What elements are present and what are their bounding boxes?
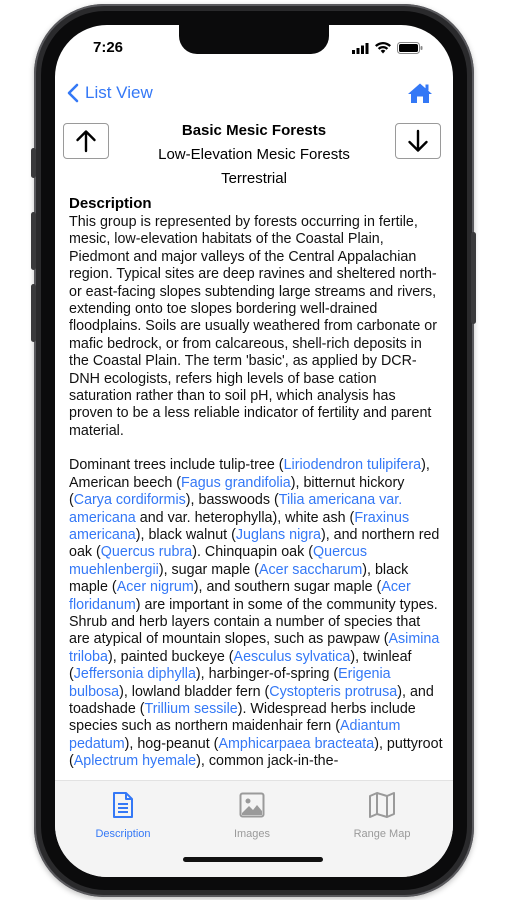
species-link[interactable]: Tilia americana var. americana xyxy=(69,492,403,526)
notch xyxy=(179,25,329,54)
text-run: ) are important in some of the community types. Shrub and herb layers contain a number of species that are atypical of mountain slopes, such as pawpaw ( xyxy=(69,596,438,648)
tab-range-map[interactable] xyxy=(327,791,437,840)
page-category: Terrestrial xyxy=(221,170,287,187)
home-button[interactable] xyxy=(407,82,433,109)
text-run: ), American beech ( xyxy=(69,457,430,491)
text-run: ), and northern red oak ( xyxy=(69,526,440,561)
text-run: ). Widespread herbs include species such as northern maidenhair fern ( xyxy=(69,700,416,735)
text-run: ), black maple ( xyxy=(69,561,409,596)
tab-range-map-label: Range Map xyxy=(353,828,411,840)
text-run: ), and toadshade ( xyxy=(69,683,434,717)
species-link[interactable]: Carya cordiformis xyxy=(73,492,186,509)
text-run: ). Chinquapin oak ( xyxy=(192,544,313,561)
tab-description[interactable] xyxy=(68,791,178,840)
home-indicator[interactable] xyxy=(183,857,323,862)
image-icon xyxy=(239,791,265,819)
species-link[interactable]: Amphicarpaea bracteata xyxy=(218,735,375,752)
text-run: ), puttyroot ( xyxy=(69,735,443,770)
document-icon xyxy=(112,791,134,819)
navigation-bar xyxy=(55,79,453,113)
species-link[interactable]: Fagus grandifolia xyxy=(181,474,291,491)
species-link[interactable]: Aplectrum hyemale xyxy=(73,753,197,770)
text-run: ), harbinger-of-spring ( xyxy=(195,666,339,683)
species-link[interactable]: Acer floridanum xyxy=(69,579,411,613)
text-run: ), basswoods ( xyxy=(185,492,279,509)
tab-images-label: Images xyxy=(233,828,271,840)
description-content[interactable] xyxy=(69,195,443,780)
species-link[interactable]: Fraxinus americana xyxy=(69,509,410,543)
description-heading: Description xyxy=(69,195,152,212)
species-link[interactable]: Cystopteris protrusa xyxy=(269,683,398,700)
description-paragraph-1: This group is represented by forests occurring in fertile, mesic, low-elevation habitats of the Coastal Plain, Piedmont and major valleys of the Central Appalachian region. Typical sites are deep ravines and sheltered north- or east-facing slopes subtending large streams and rivers, extending onto toe slopes bordering well-drained floodplains. Soils are usually weathered from carbonate or mafic bedrock, or from calcareous, shell-rich deposits in the Coastal Plain. The term 'basic', as applied by DCR-DNH ecologists, refers high levels of base cation saturation rather than to soil pH, which analysis has proven to be a less reliable indicator of fertility and parent material. xyxy=(69,214,437,439)
species-link[interactable]: Juglans nigra xyxy=(235,526,321,543)
text-run: ), lowland bladder fern ( xyxy=(119,683,270,700)
home-icon xyxy=(407,82,433,104)
record-header xyxy=(55,119,453,191)
text-run: ), sugar maple ( xyxy=(158,561,259,578)
map-icon xyxy=(368,791,396,819)
description-paragraph-2 xyxy=(69,457,443,770)
battery-icon xyxy=(397,41,423,59)
species-link[interactable]: Erigenia bulbosa xyxy=(69,666,391,700)
text-run: ), black walnut ( xyxy=(135,526,236,543)
text-run: and var. heterophylla), white ash ( xyxy=(135,509,355,526)
species-link[interactable]: Jeffersonia diphylla xyxy=(73,666,196,683)
volume-down-button xyxy=(31,284,36,342)
back-button-label: List View xyxy=(85,83,153,102)
text-run: ), and southern sugar maple ( xyxy=(193,579,382,596)
volume-up-button xyxy=(31,212,36,270)
signal-icon xyxy=(352,41,369,59)
species-link[interactable]: Trillium sessile xyxy=(144,700,238,717)
back-button[interactable] xyxy=(67,83,153,103)
text-run: ), hog-peanut ( xyxy=(124,735,219,752)
mute-switch xyxy=(31,148,36,178)
chevron-left-icon xyxy=(67,83,79,103)
app-screen xyxy=(55,25,453,877)
tab-images[interactable] xyxy=(197,791,307,840)
species-link[interactable]: Acer nigrum xyxy=(116,579,194,596)
status-icons xyxy=(352,41,423,59)
species-link[interactable]: Quercus rubra xyxy=(100,544,193,561)
text-run: ), twinleaf ( xyxy=(69,648,412,683)
species-link[interactable]: Adiantum pedatum xyxy=(69,718,401,752)
tab-bar xyxy=(55,780,453,877)
page-title: Basic Mesic Forests xyxy=(181,122,327,139)
text-run: Dominant trees include tulip-tree ( xyxy=(69,457,284,474)
status-time: 7:26 xyxy=(93,39,124,56)
text-run: ), painted buckeye ( xyxy=(107,648,234,665)
text-run: ), common jack-in-the- xyxy=(196,753,339,770)
species-link[interactable]: Aesculus sylvatica xyxy=(233,648,351,665)
species-link[interactable]: Asimina triloba xyxy=(69,631,440,665)
page-subtitle: Low-Elevation Mesic Forests xyxy=(158,146,350,163)
species-link[interactable]: Acer saccharum xyxy=(258,561,363,578)
species-link[interactable]: Liriodendron tulipifera xyxy=(283,457,422,474)
tab-description-label: Description xyxy=(95,828,151,840)
species-link[interactable]: Quercus muehlenbergii xyxy=(69,544,368,578)
text-run: ), bitternut hickory ( xyxy=(69,474,405,509)
wifi-icon xyxy=(375,41,391,59)
power-button xyxy=(471,232,476,324)
